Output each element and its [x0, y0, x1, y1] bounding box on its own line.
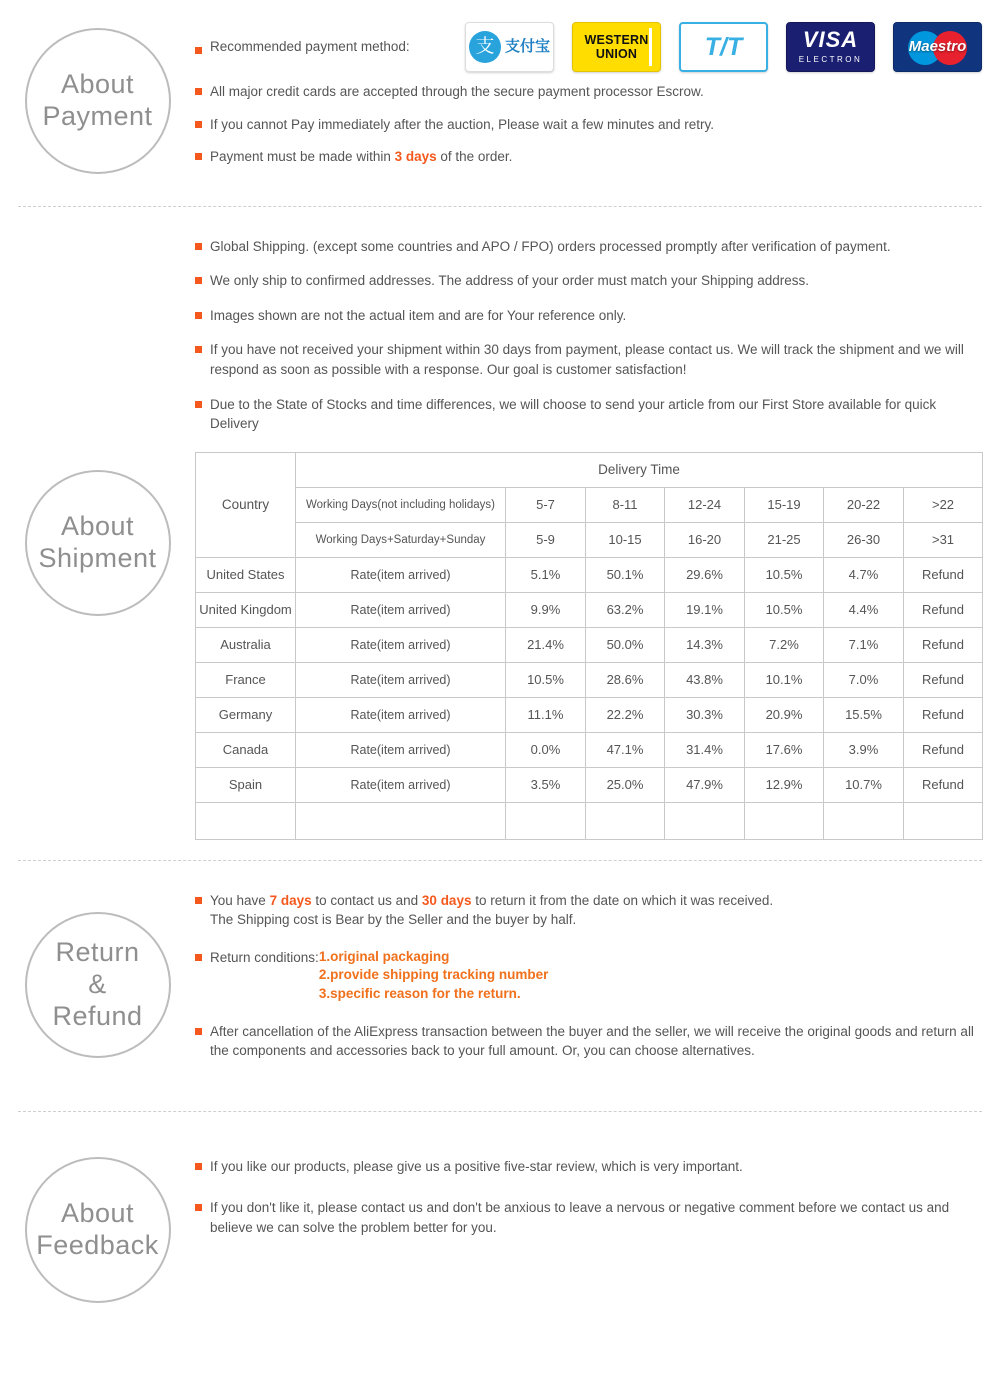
wu-wordmark-line1: WESTERN [584, 32, 649, 47]
delivery-time-header-cell: Delivery Time [296, 452, 983, 487]
return-bullet-cancellation-text: After cancellation of the AliExpress transaction between the buyer and the seller, we will receive the original goods and return all the components and accessories back to your full amount. Or, you can choose alternatives. [210, 1023, 974, 1059]
feedback-badge-line1: About [60, 1197, 135, 1228]
rate-value-cell: 3.9% [824, 732, 904, 767]
rate-value-cell [745, 802, 824, 839]
table-row [196, 557, 983, 592]
payment-method-label: Recommended payment method: [210, 39, 410, 55]
tt-bank-transfer-icon [679, 22, 768, 72]
country-cell: Spain [196, 767, 296, 802]
return-conditions-block [210, 948, 982, 1004]
bullet-icon [195, 1204, 202, 1211]
return-window-line2: The Shipping cost is Bear by the Seller and the buyer by half. [210, 912, 577, 928]
rate-label-cell: Rate(item arrived) [296, 592, 506, 627]
rate-value-cell: 17.6% [745, 732, 824, 767]
return-bullet-window-text [210, 891, 982, 930]
rate-value-cell: Refund [904, 627, 983, 662]
rate-value-cell: 30.3% [665, 697, 745, 732]
return-post: to return it from the date on which it was received. [471, 892, 774, 908]
payment-section [0, 0, 1000, 206]
shipment-content [195, 237, 1000, 850]
payment-content [195, 22, 1000, 180]
delivery-table [195, 452, 983, 840]
tt-wordmark: T/T [704, 32, 743, 61]
payment-icons-strip [465, 22, 982, 72]
rate-label-cell: Rate(item arrived) [296, 767, 506, 802]
rate-value-cell: 7.2% [745, 627, 824, 662]
table-row [196, 767, 983, 802]
table-header-row [196, 452, 983, 487]
table-row [196, 627, 983, 662]
delivery-table-body [196, 452, 983, 839]
visa-electron-label: ELECTRON [798, 54, 863, 64]
shipment-bullet-address-text: We only ship to confirmed addresses. The address of your order must match your Shipping address. [210, 273, 810, 289]
shipment-bullet-track-text: If you have not received your shipment within 30 days from payment, please contact us. We will track the shipment and we will respond as soon as possible with a response. Our goal is customer satisfaction! [210, 342, 964, 377]
rate-value-cell: 25.0% [586, 767, 665, 802]
shipment-badge [25, 470, 171, 616]
feedback-bullet-positive-text: If you like our products, please give us a positive five-star review, which is very important. [210, 1158, 743, 1174]
bullet-icon [195, 1028, 202, 1035]
visa-electron-icon [786, 22, 875, 72]
shipment-bullet-global [195, 237, 983, 257]
shipment-bullet-images-text: Images shown are not the actual item and are for Your reference only. [210, 307, 627, 323]
return-badge-line1: Return [55, 936, 140, 967]
rate-value-cell: 43.8% [665, 662, 745, 697]
rate-value-cell: Refund [904, 662, 983, 697]
rate-value-cell: 5.1% [506, 557, 586, 592]
table-row [196, 662, 983, 697]
return-window-line1 [210, 891, 982, 911]
shipment-bullet-images [195, 306, 983, 326]
maestro-wordmark: Maestro [908, 38, 967, 56]
bullet-icon [195, 153, 202, 160]
rate-value-cell: Refund [904, 732, 983, 767]
rate-value-cell: 10.1% [745, 662, 824, 697]
rate-value-cell: 11.1% [506, 697, 586, 732]
working-days-row [196, 487, 983, 522]
rate-value-cell: 63.2% [586, 592, 665, 627]
return-bullet-cancellation [195, 1022, 982, 1061]
bullet-icon [195, 346, 202, 353]
rate-value-cell: Refund [904, 697, 983, 732]
table-row [196, 592, 983, 627]
bullet-icon [195, 954, 202, 961]
table-row [196, 732, 983, 767]
country-cell: Germany [196, 697, 296, 732]
feedback-content [195, 1157, 1000, 1303]
alipay-wordmark: 支付宝 [504, 38, 550, 56]
wu-divider-bar [649, 28, 652, 66]
return-7days-highlight: 7 days [269, 892, 312, 908]
shipment-section [0, 207, 1000, 860]
country-cell: France [196, 662, 296, 697]
rate-value-cell [904, 802, 983, 839]
feedback-bullet-positive [195, 1157, 982, 1177]
country-cell: United Kingdom [196, 592, 296, 627]
rate-value-cell: 3.5% [506, 767, 586, 802]
rate-value-cell: 50.1% [586, 557, 665, 592]
empty-table-row [196, 802, 983, 839]
rate-value-cell: 15.5% [824, 697, 904, 732]
return-condition-item: 2.provide shipping tracking number [318, 967, 549, 983]
payment-badge-line1: About [60, 68, 135, 99]
table-row [196, 697, 983, 732]
working-days-weekend-value-cell: 16-20 [665, 522, 745, 557]
working-days-value-cell: 8-11 [586, 487, 665, 522]
rate-value-cell: 10.5% [506, 662, 586, 697]
alipay-logo-mark: 支 [469, 31, 501, 63]
bullet-icon [195, 47, 202, 54]
working-days-value-cell: 20-22 [824, 487, 904, 522]
shipment-bullet-stock [195, 395, 983, 434]
feedback-badge-line2: Feedback [36, 1229, 159, 1260]
country-cell [196, 802, 296, 839]
rate-value-cell: Refund [904, 767, 983, 802]
feedback-section [0, 1112, 1000, 1373]
return-30days-highlight: 30 days [421, 892, 472, 908]
rate-value-cell: Refund [904, 557, 983, 592]
working-days-weekend-value-cell: 10-15 [586, 522, 665, 557]
return-badge-column [0, 891, 195, 1079]
working-days-label-cell: Working Days(not including holidays) [296, 487, 506, 522]
rate-label-cell: Rate(item arrived) [296, 557, 506, 592]
wu-wordmark-line2: UNION [595, 47, 638, 61]
shipment-badge-line2: Shipment [38, 543, 157, 574]
working-days-value-cell: 15-19 [745, 487, 824, 522]
payment-badge [25, 28, 171, 174]
bullet-icon [195, 897, 202, 904]
rate-value-cell: 12.9% [745, 767, 824, 802]
deadline-post: of the order. [436, 149, 513, 165]
rate-value-cell [824, 802, 904, 839]
rate-value-cell: 7.1% [824, 627, 904, 662]
maestro-icon [893, 22, 982, 72]
payment-bullet-escrow-text: All major credit cards are accepted through the secure payment processor Escrow. [210, 84, 704, 99]
country-cell: Canada [196, 732, 296, 767]
shipment-bullet-stock-text: Due to the State of Stocks and time differences, we will choose to send your article from our First Store available for quick Delivery [210, 396, 937, 432]
return-pre: You have [210, 892, 270, 908]
country-cell: United States [196, 557, 296, 592]
return-badge-line2: & [88, 968, 107, 999]
return-conditions-list [319, 948, 549, 1004]
rate-value-cell: 47.9% [665, 767, 745, 802]
rate-value-cell: 10.5% [745, 557, 824, 592]
bullet-icon [195, 1163, 202, 1170]
rate-value-cell: 14.3% [665, 627, 745, 662]
rate-value-cell: 4.4% [824, 592, 904, 627]
alipay-icon [465, 22, 554, 72]
rate-label-cell [296, 802, 506, 839]
feedback-bullet-negative-text: If you don't like it, please contact us and don't be anxious to leave a nervous or negative comment before we contact us and believe we can solve the problem better for you. [210, 1200, 950, 1235]
bullet-icon [195, 312, 202, 319]
payment-method-row [195, 22, 982, 72]
payment-badge-column [0, 22, 195, 180]
working-days-weekend-value-cell: 26-30 [824, 522, 904, 557]
bullet-icon [195, 121, 202, 128]
rate-value-cell: 10.7% [824, 767, 904, 802]
rate-value-cell: 29.6% [665, 557, 745, 592]
rate-value-cell: 50.0% [586, 627, 665, 662]
return-condition-item: 3.specific reason for the return. [318, 986, 521, 1001]
country-header-cell: Country [196, 452, 296, 557]
return-condition-item: 1.original packaging [318, 948, 450, 964]
rate-value-cell: 20.9% [745, 697, 824, 732]
feedback-badge [25, 1157, 171, 1303]
rate-value-cell: 4.7% [824, 557, 904, 592]
payment-bullet-retry-text: If you cannot Pay immediately after the auction, Please wait a few minutes and retry. [210, 116, 715, 132]
rate-value-cell: 9.9% [506, 592, 586, 627]
feedback-badge-column [0, 1157, 195, 1303]
rate-value-cell: 19.1% [665, 592, 745, 627]
rate-value-cell: 7.0% [824, 662, 904, 697]
payment-bullet-escrow [195, 82, 982, 102]
working-days-value-cell: 12-24 [665, 487, 745, 522]
bullet-icon [195, 277, 202, 284]
rate-value-cell: Refund [904, 592, 983, 627]
shipment-badge-line1: About [60, 511, 135, 542]
return-refund-section [0, 861, 1000, 1111]
bullet-icon [195, 401, 202, 408]
return-badge-line3: Refund [52, 1000, 143, 1031]
working-days-value-cell: 5-7 [506, 487, 586, 522]
rate-value-cell: 28.6% [586, 662, 665, 697]
rate-value-cell: 31.4% [665, 732, 745, 767]
bullet-icon [195, 88, 202, 95]
rate-label-cell: Rate(item arrived) [296, 662, 506, 697]
deadline-pre: Payment must be made within [210, 149, 395, 165]
shipment-bullet-track [195, 340, 983, 379]
payment-bullet-deadline-text [210, 147, 982, 167]
rate-label-cell: Rate(item arrived) [296, 732, 506, 767]
return-mid: to contact us and [311, 892, 422, 908]
payment-badge-line2: Payment [42, 100, 153, 131]
deadline-highlight: 3 days [394, 149, 437, 165]
rate-label-cell: Rate(item arrived) [296, 627, 506, 662]
payment-bullet-deadline [195, 147, 982, 167]
payment-bullet-retry [195, 115, 982, 135]
country-cell: Australia [196, 627, 296, 662]
shipment-badge-column [0, 237, 195, 850]
shipment-bullet-address [195, 271, 983, 291]
bullet-icon [195, 243, 202, 250]
visa-wordmark: VISA [802, 26, 859, 52]
return-bullet-conditions [195, 948, 982, 1004]
return-refund-badge [25, 912, 171, 1058]
rate-value-cell [586, 802, 665, 839]
working-days-weekend-value-cell: 21-25 [745, 522, 824, 557]
rate-value-cell [506, 802, 586, 839]
working-days-weekend-label-cell: Working Days+Saturday+Sunday [296, 522, 506, 557]
working-days-weekend-value-cell: >31 [904, 522, 983, 557]
rate-value-cell: 0.0% [506, 732, 586, 767]
return-bullet-window [195, 891, 982, 930]
working-days-weekend-value-cell: 5-9 [506, 522, 586, 557]
working-days-weekend-row [196, 522, 983, 557]
feedback-bullet-negative [195, 1198, 982, 1237]
rate-value-cell: 47.1% [586, 732, 665, 767]
return-conditions-label: Return conditions: [210, 949, 319, 965]
working-days-value-cell: >22 [904, 487, 983, 522]
return-refund-content [195, 891, 1000, 1079]
rate-value-cell [665, 802, 745, 839]
rate-value-cell: 22.2% [586, 697, 665, 732]
rate-value-cell: 10.5% [745, 592, 824, 627]
rate-label-cell: Rate(item arrived) [296, 697, 506, 732]
shipment-bullet-global-text: Global Shipping. (except some countries and APO / FPO) orders processed promptly after verification of payment. [210, 238, 891, 254]
western-union-icon [572, 22, 661, 72]
rate-value-cell: 21.4% [506, 627, 586, 662]
